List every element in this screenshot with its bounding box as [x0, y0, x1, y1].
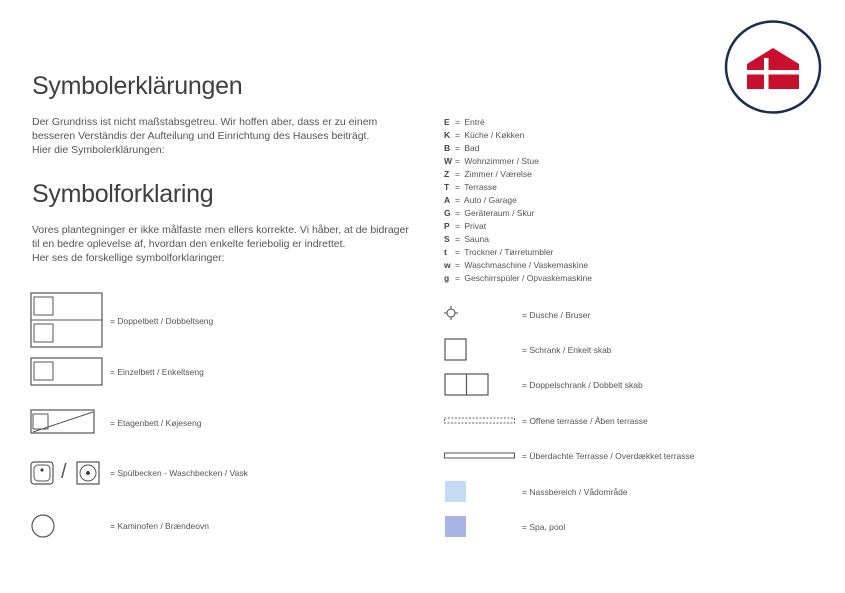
single-bed-label: = Einzelbett / Enkeltseng	[110, 367, 204, 377]
legend-key: g	[444, 273, 450, 283]
legend-key: B	[444, 143, 451, 153]
legend-eq: =	[455, 156, 460, 166]
legend-eq: =	[455, 143, 460, 153]
sink-label: = Spülbecken - Waschbecken / Vask	[110, 468, 248, 478]
german-intro-line: Hier die Symbolerklärungen:	[32, 144, 165, 156]
house-flag-icon	[724, 20, 822, 114]
legend-row	[444, 194, 517, 207]
legend-key: S	[444, 234, 450, 244]
legend-key: P	[444, 221, 450, 231]
legend-key: E	[444, 117, 450, 127]
danish-intro-line: Vores plantegninger er ikke målfaste men ellers korrekte. Vi håber, at de bidrager	[32, 224, 409, 236]
wet-area-swatch	[445, 481, 466, 502]
german-intro	[32, 115, 377, 157]
washbasin-icon	[76, 461, 100, 485]
legend-eq: =	[455, 169, 460, 179]
legend-label: Auto / Garage	[463, 195, 517, 205]
open-terrace-label: = Offene terrasse / Åben terrasse	[522, 416, 648, 426]
legend-key: K	[444, 130, 451, 140]
legend-label: Trockner / Tørretumbler	[464, 247, 554, 257]
legend-label: Geschirrspüler / Opvaskemaskine	[464, 273, 592, 283]
legend-eq: =	[455, 221, 460, 231]
danish-intro-line: til en bedre oplevelse af, hvordan den enkelte feriebolig er indrettet.	[32, 238, 346, 250]
double-bed-icon	[30, 292, 104, 348]
legend-eq: =	[455, 195, 460, 205]
legend-row	[444, 246, 554, 259]
legend-label: Küche / Køkken	[464, 130, 525, 140]
legend-label: Terrasse	[464, 182, 497, 192]
shower-icon	[444, 306, 458, 320]
legend-key: G	[444, 208, 451, 218]
legend-key: t	[444, 247, 447, 257]
wet-area-label: = Nassbereich / Vådområde	[522, 487, 628, 497]
legend-eq: =	[455, 208, 460, 218]
double-wardrobe-icon	[444, 373, 490, 397]
legend-row	[444, 168, 532, 181]
brand-logo	[724, 20, 822, 114]
spa-label: = Spa, pool	[522, 522, 566, 532]
wardrobe-icon	[444, 338, 468, 362]
legend-row	[444, 181, 497, 194]
legend-label: Zimmer / Værelse	[464, 169, 532, 179]
legend-label: Bad	[464, 143, 480, 153]
single-bed-icon	[30, 357, 104, 387]
legend-key: A	[444, 195, 451, 205]
legend-key: w	[444, 260, 451, 270]
double-wardrobe-label: = Doppelschrank / Dobbelt skab	[522, 380, 643, 390]
legend-row	[444, 220, 486, 233]
legend-row	[444, 129, 524, 142]
danish-intro	[32, 223, 409, 265]
legend-row	[444, 142, 480, 155]
covered-terrace-label: = Überdachte Terrasse / Overdækket terrasse	[522, 451, 695, 461]
double-bed-label: = Doppelbett / Dobbeltseng	[110, 316, 214, 326]
covered-terrace-icon	[444, 452, 516, 460]
german-heading: Symbolerklärungen	[32, 72, 243, 100]
danish-heading: Symbolforklaring	[32, 180, 214, 208]
legend-label: Entré	[464, 117, 485, 127]
legend-row	[444, 155, 539, 168]
wardrobe-label: = Schrank / Enkelt skab	[522, 345, 612, 355]
spa-swatch	[445, 516, 466, 537]
legend-row	[444, 207, 534, 220]
legend-label: Wohnzimmer / Stue	[464, 156, 539, 166]
german-intro-line: besseren Verständis der Aufteilung und Einrichtung des Hauses beiträgt.	[32, 130, 370, 142]
legend-key: T	[444, 182, 450, 192]
sink-separator: /	[61, 461, 67, 483]
danish-intro-line: Her ses de forskellige symbolforklaringer:	[32, 252, 225, 264]
legend-label: Geräteraum / Skur	[464, 208, 535, 218]
bunk-bed-icon	[30, 409, 96, 435]
legend-row	[444, 116, 485, 129]
legend-label: Waschmaschine / Vaskemaskine	[464, 260, 589, 270]
legend-eq: =	[455, 182, 460, 192]
stove-label: = Kaminofen / Brændeovn	[110, 521, 209, 531]
legend-eq: =	[455, 130, 460, 140]
legend-key: W	[444, 156, 453, 166]
open-terrace-icon	[444, 417, 516, 425]
legend-row	[444, 259, 588, 272]
legend-row	[444, 272, 592, 285]
shower-label: = Dusche / Bruser	[522, 310, 591, 320]
legend-eq: =	[455, 234, 460, 244]
legend-row	[444, 233, 489, 246]
legend-eq: =	[455, 273, 460, 283]
legend-eq: =	[455, 260, 460, 270]
legend-label: Privat	[464, 221, 487, 231]
bunk-bed-label: = Etagenbett / Køjeseng	[110, 418, 202, 428]
stove-icon	[30, 513, 56, 539]
sink-icon	[30, 461, 54, 485]
legend-key: Z	[444, 169, 450, 179]
legend-label: Sauna	[464, 234, 489, 244]
legend-eq: =	[455, 117, 460, 127]
legend-eq: =	[455, 247, 460, 257]
german-intro-line: Der Grundriss ist nicht maßstabsgetreu. Wir hoffen aber, dass er zu einem	[32, 116, 378, 128]
